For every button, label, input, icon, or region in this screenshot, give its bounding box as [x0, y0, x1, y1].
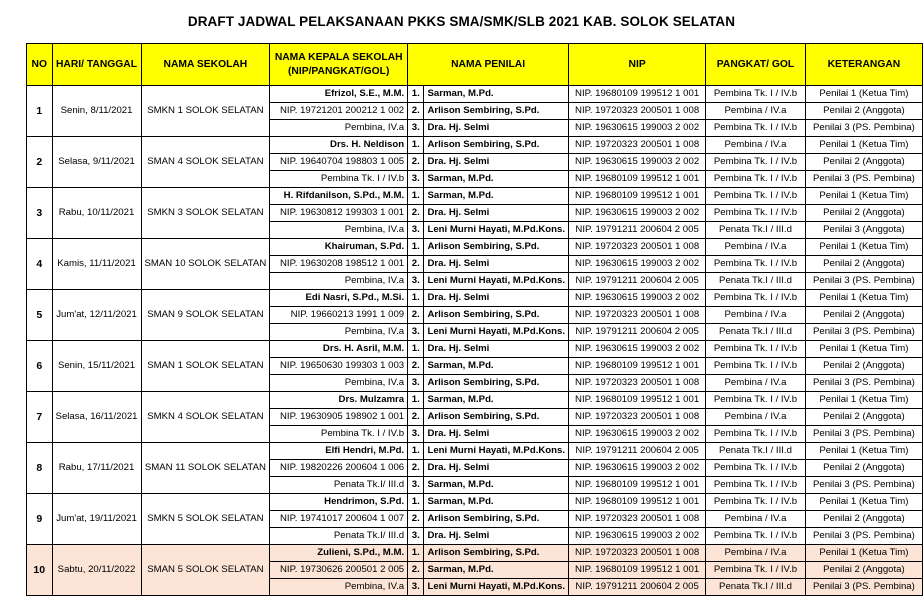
assessor-rank: Pembina Tk. I / IV.b [706, 562, 806, 579]
assessor-role: Penilai 3 (PS. Pembina) [805, 375, 922, 392]
assessor-nip: NIP. 19630615 199003 2 002 [569, 426, 706, 443]
principal-rank: Pembina, IV.a [270, 273, 408, 290]
principal-rank: Pembina Tk. I / IV.b [270, 426, 408, 443]
assessor-nip: NIP. 19720323 200501 1 008 [569, 375, 706, 392]
row-number: 7 [27, 392, 53, 443]
assessor-name: Arlison Sembiring, S.Pd. [424, 307, 569, 324]
assessor-nip: NIP. 19630615 199003 2 002 [569, 205, 706, 222]
assessor-role: Penilai 3 (PS. Pembina) [805, 273, 922, 290]
table-row [27, 137, 923, 154]
assessor-rank: Pembina Tk. I / IV.b [706, 171, 806, 188]
assessor-rank: Penata Tk.I / III.d [706, 222, 806, 239]
assessor-name: Dra. Hj. Selmi [424, 256, 569, 273]
header-rank: PANGKAT/ GOL [706, 44, 806, 86]
assessor-index: 2. [408, 154, 424, 171]
assessor-nip: NIP. 19680109 199512 1 001 [569, 562, 706, 579]
assessor-rank: Pembina Tk. I / IV.b [706, 290, 806, 307]
principal-nip: NIP. 19640704 198803 1 005 [270, 154, 408, 171]
row-day-date: Senin, 15/11/2021 [52, 341, 141, 392]
assessor-index: 3. [408, 579, 424, 596]
assessor-nip: NIP. 19720323 200501 1 008 [569, 307, 706, 324]
assessor-nip: NIP. 19791211 200604 2 005 [569, 579, 706, 596]
assessor-rank: Pembina Tk. I / IV.b [706, 477, 806, 494]
assessor-name: Arlison Sembiring, S.Pd. [424, 545, 569, 562]
assessor-rank: Pembina / IV.a [706, 375, 806, 392]
row-school-name: SMKN 3 SOLOK SELATAN [141, 188, 270, 239]
assessor-index: 1. [408, 137, 424, 154]
assessor-role: Penilai 2 (Anggota) [805, 154, 922, 171]
assessor-rank: Pembina / IV.a [706, 239, 806, 256]
assessor-name: Arlison Sembiring, S.Pd. [424, 137, 569, 154]
assessor-rank: Pembina Tk. I / IV.b [706, 494, 806, 511]
assessor-index: 1. [408, 545, 424, 562]
assessor-rank: Pembina Tk. I / IV.b [706, 460, 806, 477]
principal-nip: NIP. 19741017 200604 1 007 [270, 511, 408, 528]
assessor-index: 3. [408, 324, 424, 341]
table-row [27, 494, 923, 511]
assessor-rank: Pembina / IV.a [706, 511, 806, 528]
table-row [27, 86, 923, 103]
assessor-rank: Pembina / IV.a [706, 137, 806, 154]
assessor-index: 2. [408, 562, 424, 579]
header-head: NAMA KEPALA SEKOLAH (NIP/PANGKAT/GOL) [270, 44, 408, 86]
header-day: HARI/ TANGGAL [52, 44, 141, 86]
header-assessor: NAMA PENILAI [408, 44, 569, 86]
row-number: 2 [27, 137, 53, 188]
assessor-index: 1. [408, 290, 424, 307]
assessor-name: Dra. Hj. Selmi [424, 341, 569, 358]
assessor-role: Penilai 2 (Anggota) [805, 409, 922, 426]
table-row [27, 392, 923, 409]
principal-nip: NIP. 19630208 198512 1 001 [270, 256, 408, 273]
assessor-nip: NIP. 19791211 200604 2 005 [569, 273, 706, 290]
document-title: DRAFT JADWAL PELAKSANAAN PKKS SMA/SMK/SLB 2021 KAB. SOLOK SELATAN [187, 14, 736, 29]
assessor-name: Arlison Sembiring, S.Pd. [424, 239, 569, 256]
principal-nip: NIP. 19630905 198902 1 001 [270, 409, 408, 426]
table-row [27, 188, 923, 205]
row-school-name: SMAN 10 SOLOK SELATAN [141, 239, 270, 290]
assessor-role: Penilai 2 (Anggota) [805, 205, 922, 222]
principal-name: Drs. Mulzamra [270, 392, 408, 409]
assessor-role: Penilai 1 (Ketua Tim) [805, 137, 922, 154]
assessor-name: Dra. Hj. Selmi [424, 154, 569, 171]
assessor-index: 2. [408, 409, 424, 426]
assessor-rank: Pembina Tk. I / IV.b [706, 205, 806, 222]
assessor-role: Penilai 1 (Ketua Tim) [805, 188, 922, 205]
assessor-nip: NIP. 19791211 200604 2 005 [569, 222, 706, 239]
row-day-date: Selasa, 9/11/2021 [52, 137, 141, 188]
principal-name: Hendrimon, S.Pd. [270, 494, 408, 511]
assessor-role: Penilai 1 (Ketua Tim) [805, 494, 922, 511]
assessor-index: 1. [408, 239, 424, 256]
assessor-name: Leni Murni Hayati, M.Pd.Kons. [424, 324, 569, 341]
assessor-rank: Penata Tk.I / III.d [706, 443, 806, 460]
assessor-role: Penilai 2 (Anggota) [805, 256, 922, 273]
assessor-name: Leni Murni Hayati, M.Pd.Kons. [424, 222, 569, 239]
assessor-nip: NIP. 19720323 200501 1 008 [569, 511, 706, 528]
assessor-index: 2. [408, 460, 424, 477]
row-day-date: Senin, 8/11/2021 [52, 86, 141, 137]
assessor-role: Penilai 2 (Anggota) [805, 460, 922, 477]
assessor-index: 2. [408, 307, 424, 324]
assessor-index: 1. [408, 188, 424, 205]
principal-nip: NIP. 19820226 200604 1 006 [270, 460, 408, 477]
assessor-name: Sarman, M.Pd. [424, 494, 569, 511]
assessor-nip: NIP. 19720323 200501 1 008 [569, 137, 706, 154]
row-number: 10 [27, 545, 53, 596]
assessor-index: 2. [408, 205, 424, 222]
assessor-role: Penilai 3 (Anggota) [805, 222, 922, 239]
assessor-name: Sarman, M.Pd. [424, 171, 569, 188]
principal-nip: NIP. 19730626 200501 2 005 [270, 562, 408, 579]
assessor-role: Penilai 1 (Ketua Tim) [805, 545, 922, 562]
principal-nip: NIP. 19660213 1991 1 009 [270, 307, 408, 324]
header-row [27, 44, 923, 86]
assessor-role: Penilai 3 (PS. Pembina) [805, 477, 922, 494]
row-number: 4 [27, 239, 53, 290]
header-note: KETERANGAN [805, 44, 922, 86]
assessor-index: 3. [408, 120, 424, 137]
assessor-name: Leni Murni Hayati, M.Pd.Kons. [424, 273, 569, 290]
row-school-name: SMAN 9 SOLOK SELATAN [141, 290, 270, 341]
assessor-nip: NIP. 19630615 199003 2 002 [569, 460, 706, 477]
row-school-name: SMAN 4 SOLOK SELATAN [141, 137, 270, 188]
assessor-rank: Penata Tk.I / III.d [706, 324, 806, 341]
principal-rank: Penata Tk.I/ III.d [270, 477, 408, 494]
assessor-nip: NIP. 19791211 200604 2 005 [569, 443, 706, 460]
row-day-date: Sabtu, 20/11/2022 [52, 545, 141, 596]
assessor-name: Sarman, M.Pd. [424, 358, 569, 375]
row-number: 6 [27, 341, 53, 392]
assessor-nip: NIP. 19630615 199003 2 002 [569, 290, 706, 307]
assessor-rank: Pembina Tk. I / IV.b [706, 86, 806, 103]
assessor-rank: Pembina / IV.a [706, 545, 806, 562]
assessor-rank: Pembina Tk. I / IV.b [706, 358, 806, 375]
principal-nip: NIP. 19721201 200212 1 002 [270, 103, 408, 120]
assessor-rank: Pembina Tk. I / IV.b [706, 188, 806, 205]
assessor-nip: NIP. 19680109 199512 1 001 [569, 86, 706, 103]
assessor-role: Penilai 2 (Anggota) [805, 307, 922, 324]
assessor-nip: NIP. 19630615 199003 2 002 [569, 154, 706, 171]
assessor-index: 3. [408, 222, 424, 239]
header-nip: NIP [569, 44, 706, 86]
assessor-rank: Pembina / IV.a [706, 307, 806, 324]
assessor-name: Sarman, M.Pd. [424, 86, 569, 103]
assessor-name: Arlison Sembiring, S.Pd. [424, 103, 569, 120]
assessor-nip: NIP. 19630615 199003 2 002 [569, 341, 706, 358]
assessor-name: Dra. Hj. Selmi [424, 528, 569, 545]
assessor-nip: NIP. 19720323 200501 1 008 [569, 103, 706, 120]
principal-rank: Pembina, IV.a [270, 120, 408, 137]
assessor-rank: Pembina Tk. I / IV.b [706, 120, 806, 137]
assessor-index: 3. [408, 477, 424, 494]
row-day-date: Kamis, 11/11/2021 [52, 239, 141, 290]
assessor-rank: Pembina Tk. I / IV.b [706, 426, 806, 443]
row-number: 3 [27, 188, 53, 239]
table-row [27, 239, 923, 256]
assessor-rank: Penata Tk.I / III.d [706, 579, 806, 596]
principal-name: Edi Nasri, S.Pd., M.Si. [270, 290, 408, 307]
assessor-role: Penilai 2 (Anggota) [805, 358, 922, 375]
assessor-role: Penilai 1 (Ketua Tim) [805, 239, 922, 256]
assessor-name: Sarman, M.Pd. [424, 477, 569, 494]
assessor-role: Penilai 1 (Ketua Tim) [805, 443, 922, 460]
assessor-name: Sarman, M.Pd. [424, 392, 569, 409]
assessor-nip: NIP. 19791211 200604 2 005 [569, 324, 706, 341]
table-row [27, 290, 923, 307]
row-school-name: SMKN 5 SOLOK SELATAN [141, 494, 270, 545]
assessor-rank: Pembina Tk. I / IV.b [706, 528, 806, 545]
principal-rank: Pembina, IV.a [270, 324, 408, 341]
assessor-role: Penilai 3 (PS. Pembina) [805, 324, 922, 341]
assessor-role: Penilai 3 (PS. Pembina) [805, 528, 922, 545]
assessor-nip: NIP. 19630615 199003 2 002 [569, 120, 706, 137]
assessor-index: 1. [408, 443, 424, 460]
assessor-nip: NIP. 19680109 199512 1 001 [569, 171, 706, 188]
principal-nip: NIP. 19650630 199303 1 003 [270, 358, 408, 375]
row-school-name: SMAN 11 SOLOK SELATAN [141, 443, 270, 494]
row-number: 8 [27, 443, 53, 494]
assessor-name: Leni Murni Hayati, M.Pd.Kons. [424, 443, 569, 460]
principal-rank: Pembina Tk. I / IV.b [270, 171, 408, 188]
assessor-name: Dra. Hj. Selmi [424, 426, 569, 443]
assessor-role: Penilai 2 (Anggota) [805, 511, 922, 528]
assessor-index: 2. [408, 256, 424, 273]
assessor-name: Arlison Sembiring, S.Pd. [424, 375, 569, 392]
assessor-rank: Pembina Tk. I / IV.b [706, 341, 806, 358]
assessor-role: Penilai 1 (Ketua Tim) [805, 392, 922, 409]
assessor-name: Sarman, M.Pd. [424, 562, 569, 579]
assessor-rank: Pembina / IV.a [706, 103, 806, 120]
header-no: NO [27, 44, 53, 86]
assessor-rank: Pembina Tk. I / IV.b [706, 154, 806, 171]
row-day-date: Selasa, 16/11/2021 [52, 392, 141, 443]
assessor-nip: NIP. 19680109 199512 1 001 [569, 188, 706, 205]
assessor-rank: Pembina / IV.a [706, 409, 806, 426]
row-number: 1 [27, 86, 53, 137]
assessor-nip: NIP. 19720323 200501 1 008 [569, 409, 706, 426]
schedule-table [26, 43, 923, 596]
assessor-role: Penilai 1 (Ketua Tim) [805, 86, 922, 103]
assessor-role: Penilai 2 (Anggota) [805, 562, 922, 579]
assessor-index: 1. [408, 86, 424, 103]
row-day-date: Rabu, 10/11/2021 [52, 188, 141, 239]
row-school-name: SMKN 4 SOLOK SELATAN [141, 392, 270, 443]
assessor-nip: NIP. 19720323 200501 1 008 [569, 545, 706, 562]
assessor-name: Dra. Hj. Selmi [424, 120, 569, 137]
row-school-name: SMAN 1 SOLOK SELATAN [141, 341, 270, 392]
principal-rank: Pembina, IV.a [270, 222, 408, 239]
row-day-date: Jum'at, 12/11/2021 [52, 290, 141, 341]
principal-rank: Pembina, IV.a [270, 375, 408, 392]
assessor-nip: NIP. 19680109 199512 1 001 [569, 392, 706, 409]
row-number: 9 [27, 494, 53, 545]
assessor-index: 3. [408, 171, 424, 188]
row-number: 5 [27, 290, 53, 341]
assessor-name: Sarman, M.Pd. [424, 188, 569, 205]
header-school: NAMA SEKOLAH [141, 44, 270, 86]
assessor-index: 1. [408, 341, 424, 358]
assessor-nip: NIP. 19680109 199512 1 001 [569, 494, 706, 511]
assessor-name: Leni Murni Hayati, M.Pd.Kons. [424, 579, 569, 596]
assessor-role: Penilai 1 (Ketua Tim) [805, 290, 922, 307]
principal-name: H. Rifdanilson, S.Pd., M.M. [270, 188, 408, 205]
row-day-date: Rabu, 17/11/2021 [52, 443, 141, 494]
assessor-index: 2. [408, 358, 424, 375]
table-row [27, 545, 923, 562]
row-school-name: SMAN 5 SOLOK SELATAN [141, 545, 270, 596]
assessor-rank: Pembina Tk. I / IV.b [706, 392, 806, 409]
assessor-nip: NIP. 19680109 199512 1 001 [569, 477, 706, 494]
assessor-index: 2. [408, 103, 424, 120]
table-row [27, 341, 923, 358]
assessor-nip: NIP. 19630615 199003 2 002 [569, 528, 706, 545]
assessor-nip: NIP. 19680109 199512 1 001 [569, 358, 706, 375]
principal-name: Drs. H. Neldison [270, 137, 408, 154]
assessor-role: Penilai 3 (PS. Pembina) [805, 426, 922, 443]
assessor-index: 3. [408, 426, 424, 443]
table-row [27, 443, 923, 460]
principal-nip: NIP. 19630812 199303 1 001 [270, 205, 408, 222]
assessor-role: Penilai 3 (PS. Pembina) [805, 120, 922, 137]
assessor-name: Dra. Hj. Selmi [424, 205, 569, 222]
principal-name: Khairuman, S.Pd. [270, 239, 408, 256]
assessor-name: Arlison Sembiring, S.Pd. [424, 511, 569, 528]
assessor-role: Penilai 3 (PS. Pembina) [805, 171, 922, 188]
principal-rank: Penata Tk.I/ III.d [270, 528, 408, 545]
assessor-rank: Penata Tk.I / III.d [706, 273, 806, 290]
principal-name: Elfi Hendri, M.Pd. [270, 443, 408, 460]
assessor-name: Arlison Sembiring, S.Pd. [424, 409, 569, 426]
principal-name: Efrizol, S.E., M.M. [270, 86, 408, 103]
assessor-role: Penilai 1 (Ketua Tim) [805, 341, 922, 358]
assessor-nip: NIP. 19720323 200501 1 008 [569, 239, 706, 256]
principal-rank: Pembina, IV.a [270, 579, 408, 596]
assessor-role: Penilai 2 (Anggota) [805, 103, 922, 120]
assessor-role: Penilai 3 (PS. Pembina) [805, 579, 922, 596]
principal-name: Drs. H. Asril, M.M. [270, 341, 408, 358]
principal-name: Zulieni, S.Pd., M.M. [270, 545, 408, 562]
assessor-index: 3. [408, 528, 424, 545]
assessor-index: 3. [408, 273, 424, 290]
row-school-name: SMKN 1 SOLOK SELATAN [141, 86, 270, 137]
assessor-nip: NIP. 19630615 199003 2 002 [569, 256, 706, 273]
assessor-index: 2. [408, 511, 424, 528]
assessor-index: 1. [408, 392, 424, 409]
row-day-date: Jum'at, 19/11/2021 [52, 494, 141, 545]
assessor-index: 3. [408, 375, 424, 392]
assessor-index: 1. [408, 494, 424, 511]
assessor-name: Dra. Hj. Selmi [424, 290, 569, 307]
assessor-rank: Pembina Tk. I / IV.b [706, 256, 806, 273]
assessor-name: Dra. Hj. Selmi [424, 460, 569, 477]
